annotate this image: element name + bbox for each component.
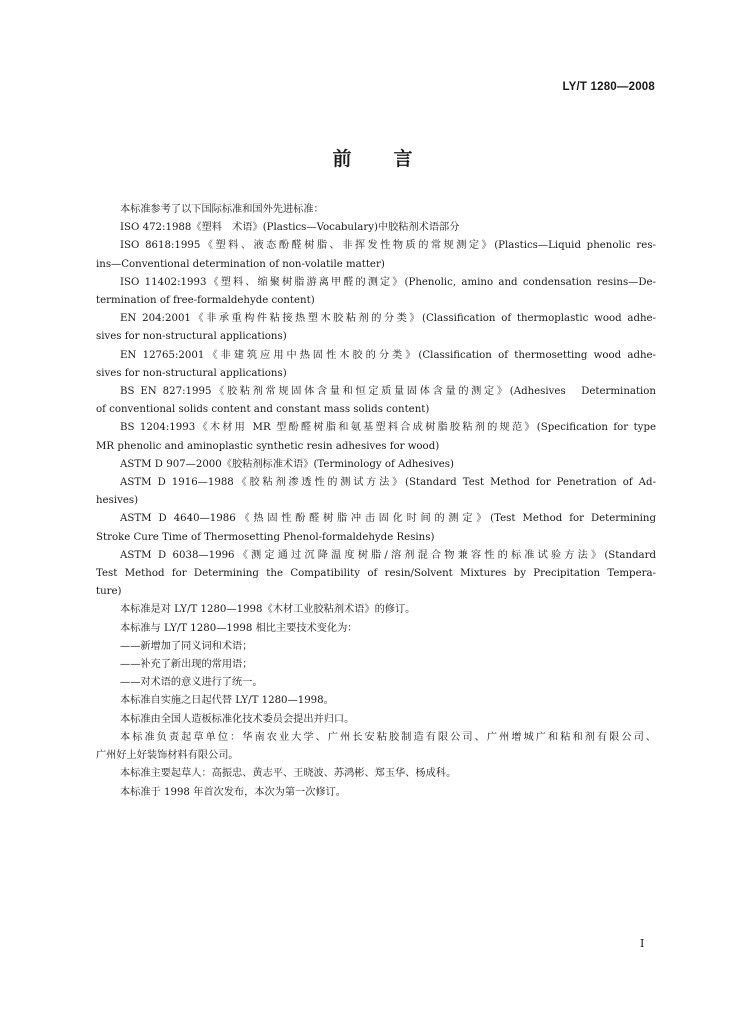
- change-item: ——对术语的意义进行了统一。: [120, 677, 263, 689]
- reference-line: ASTM D 4640—1986《热固性酚醛树脂冲击固化时间的测定》(Test Method for Determining: [120, 513, 656, 525]
- change-item: ——新增加了同义词和术语；: [120, 640, 253, 652]
- reference-line: sives for non-structural applications): [96, 367, 287, 379]
- drafters-text: 本标准主要起草人：高振忠、黄志平、王晓波、苏鸿彬、郑玉华、杨成科。: [120, 768, 457, 780]
- reference-line: EN 12765:2001《非建筑应用中热固性木胶的分类》(Classification of thermosetting wood adhe-: [120, 349, 656, 361]
- page-title: 前言: [332, 148, 455, 170]
- reference-line: termination of free-formaldehyde content): [96, 295, 315, 307]
- changes-intro: 本标准与 LY/T 1280—1998 相比主要技术变化为：: [120, 622, 358, 634]
- reference-line: ture): [96, 586, 122, 598]
- drafting-units-line: 本标准负责起草单位：华南农业大学、广州长安粘胶制造有限公司、广州增城广和粘和剂有限公司、: [120, 731, 656, 743]
- reference-line: ISO 8618:1995《塑料、液态酚醛树脂、非挥发性物质的常规测定》(Plastics—Liquid phenolic res-: [120, 240, 656, 252]
- reference-line: ASTM D 1916—1988《胶粘剂渗透性的测试方法》(Standard Test Method for Penetration of Ad-: [120, 477, 656, 489]
- reference-line: of conventional solids content and constant mass solids content): [96, 404, 430, 416]
- reference-line: ASTM D 6038—1996《测定通过沉降温度树脂/溶剂混合物兼容性的标准试验方法》(Standard: [120, 549, 656, 561]
- intro-text: 本标准参考了以下国际标准和国外先进标准：: [120, 204, 324, 215]
- reference-line: sives for non-structural applications): [96, 331, 287, 343]
- proposed-by-text: 本标准由全国人造板标准化技术委员会提出并归口。: [120, 713, 355, 725]
- reference-line: BS EN 827:1995《胶粘剂常规固体含量和恒定质量固体含量的测定》(Adhesives Determination: [120, 386, 656, 398]
- replaces-text: 本标准自实施之日起代替 LY/T 1280—1998。: [120, 695, 334, 707]
- reference-line: ISO 11402:1993《塑料、缩聚树脂游离甲醛的测定》(Phenolic, amino and condensation resins—De-: [120, 276, 656, 288]
- revision-text: 本标准是对 LY/T 1280—1998《木材工业胶粘剂术语》的修订。: [120, 604, 416, 616]
- history-text: 本标准于 1998 年首次发布，本次为第一次修订。: [120, 786, 346, 798]
- change-item: ——补充了新出现的常用语；: [120, 659, 253, 671]
- drafting-units-line: 广州好上好装饰材料有限公司。: [96, 750, 239, 762]
- reference-line: MR phenolic and aminoplastic synthetic resin adhesives for wood): [96, 440, 440, 452]
- standard-code: LY/T 1280—2008: [562, 81, 655, 93]
- reference-line: ins—Conventional determination of non-volatile matter): [96, 258, 385, 270]
- reference-line: EN 204:2001《非承重构件粘接热塑木胶粘剂的分类》(Classification of thermoplastic wood adhe-: [120, 313, 656, 325]
- reference-line: Test Method for Determining the Compatibility of resin/Solvent Mixtures by Precipitation Tempera-: [96, 568, 656, 580]
- reference-line: ASTM D 907—2000《胶粘剂标准术语》(Terminology of Adhesives): [120, 458, 454, 470]
- page-number: I: [640, 937, 645, 950]
- reference-line: hesives): [96, 495, 139, 507]
- changes-list: [96, 638, 656, 693]
- reference-line: Stroke Cure Time of Thermosetting Phenol-formaldehyde Resins): [96, 531, 435, 543]
- reference-line: BS 1204:1993《木材用 MR 型酚醛树脂和氨基塑料合成树脂胶粘剂的规范》(Specification for type: [120, 422, 656, 434]
- reference-line: ISO 472:1988《塑料 术语》(Plastics—Vocabulary)中胶粘剂术语部分: [120, 222, 460, 234]
- document-body: [96, 201, 656, 802]
- reference-list: [96, 219, 656, 601]
